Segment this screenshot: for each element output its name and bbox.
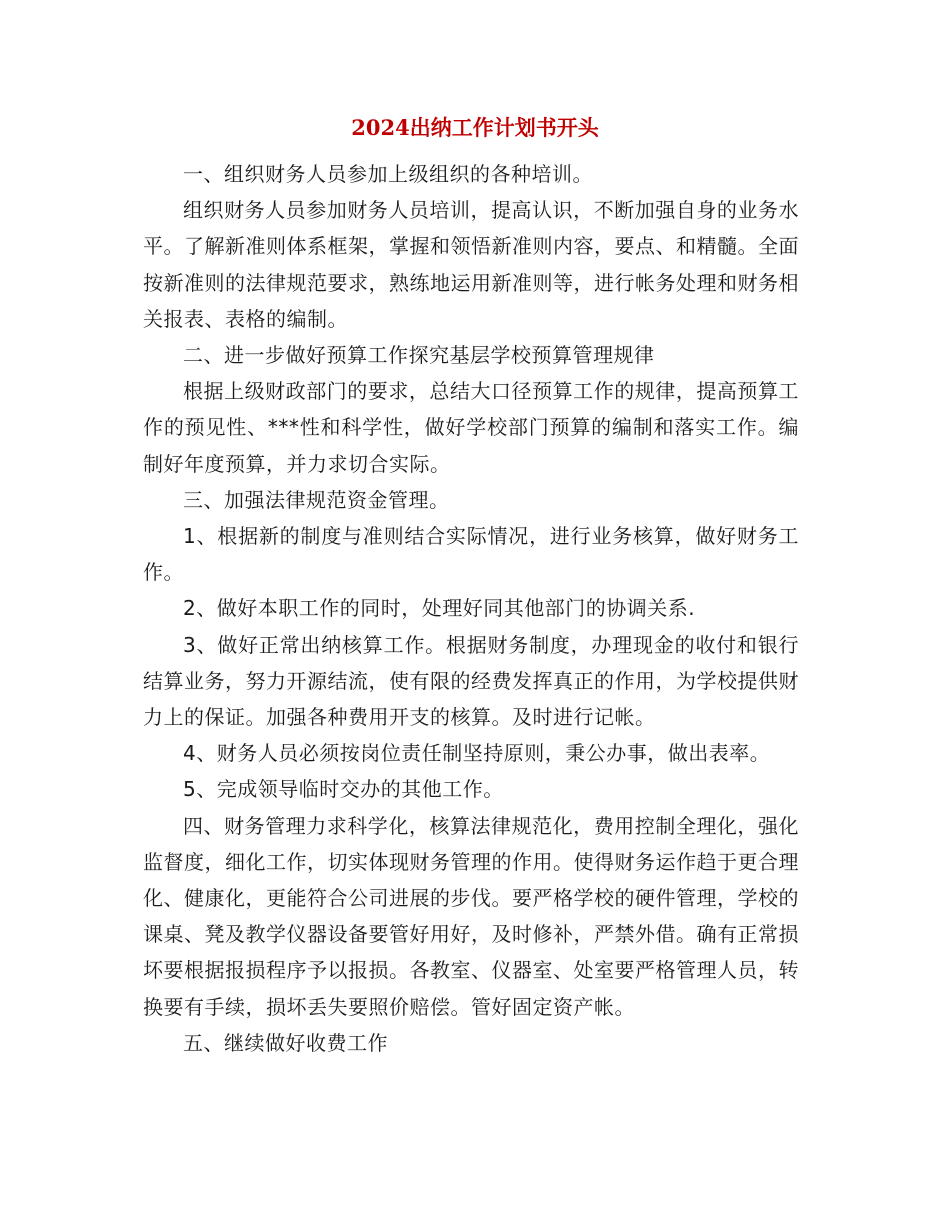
list-item-3: 3、做好正常出纳核算工作。根据财务制度，办理现金的收付和银行结算业务，努力开源结流，使有限的经费发挥真正的作用，为学校提供财力上的保证。加强各种费用开支的核算。及时进行记帐。 xyxy=(143,632,799,730)
paragraph-budget: 根据上级财政部门的要求，总结大口径预算工作的规律，提高预算工作的预见性、***性和科学性，做好学校部门预算的编制和落实工作。编制好年度预算，并力求切合实际。 xyxy=(143,379,799,476)
section-paragraph-4: 四、财务管理力求科学化，核算法律规范化，费用控制全理化，强化监督度，细化工作，切实体现财务管理的作用。使得财务运作趋于更合理化、健康化，更能符合公司进展的步伐。要严格学校的硬件管理，学校的课桌、凳及教学仪器设备要管好用好，及时修补，严禁外借。确有正常损坏要根据报损程序予以报损。各教室、仪器室、处室要严格管理人员，转换要有手续，损坏丢失要照价赔偿。管好固定资产帐。 xyxy=(143,813,799,1019)
list-item-1: 1、根据新的制度与准则结合实际情况，进行业务核算，做好财务工作。 xyxy=(143,524,799,585)
section-heading-5: 五、继续做好收费工作 xyxy=(183,1030,388,1055)
section-heading-3: 三、加强法律规范资金管理。 xyxy=(183,487,450,512)
section-heading-2: 二、进一步做好预算工作探究基层学校预算管理规律 xyxy=(183,343,655,368)
list-item-5: 5、完成领导临时交办的其他工作。 xyxy=(183,777,504,802)
section-heading-1: 一、组织财务人员参加上级组织的各种培训。 xyxy=(183,162,593,186)
document-body xyxy=(143,156,799,1061)
document-title: 2024出纳工作计划书开头 xyxy=(351,115,599,140)
paragraph-training: 组织财务人员参加财务人员培训，提高认识，不断加强自身的业务水平。了解新准则体系框架，掌握和领悟新准则内容，要点、和精髓。全面按新准则的法律规范要求，熟练地运用新准则等，进行帐务处理和财务相关报表、表格的编制。 xyxy=(143,198,799,331)
list-item-4: 4、财务人员必须按岗位责任制坚持原则，秉公办事，做出表率。 xyxy=(183,741,771,766)
list-item-2: 2、做好本职工作的同时，处理好同其他部门的协调关系. xyxy=(183,596,696,621)
